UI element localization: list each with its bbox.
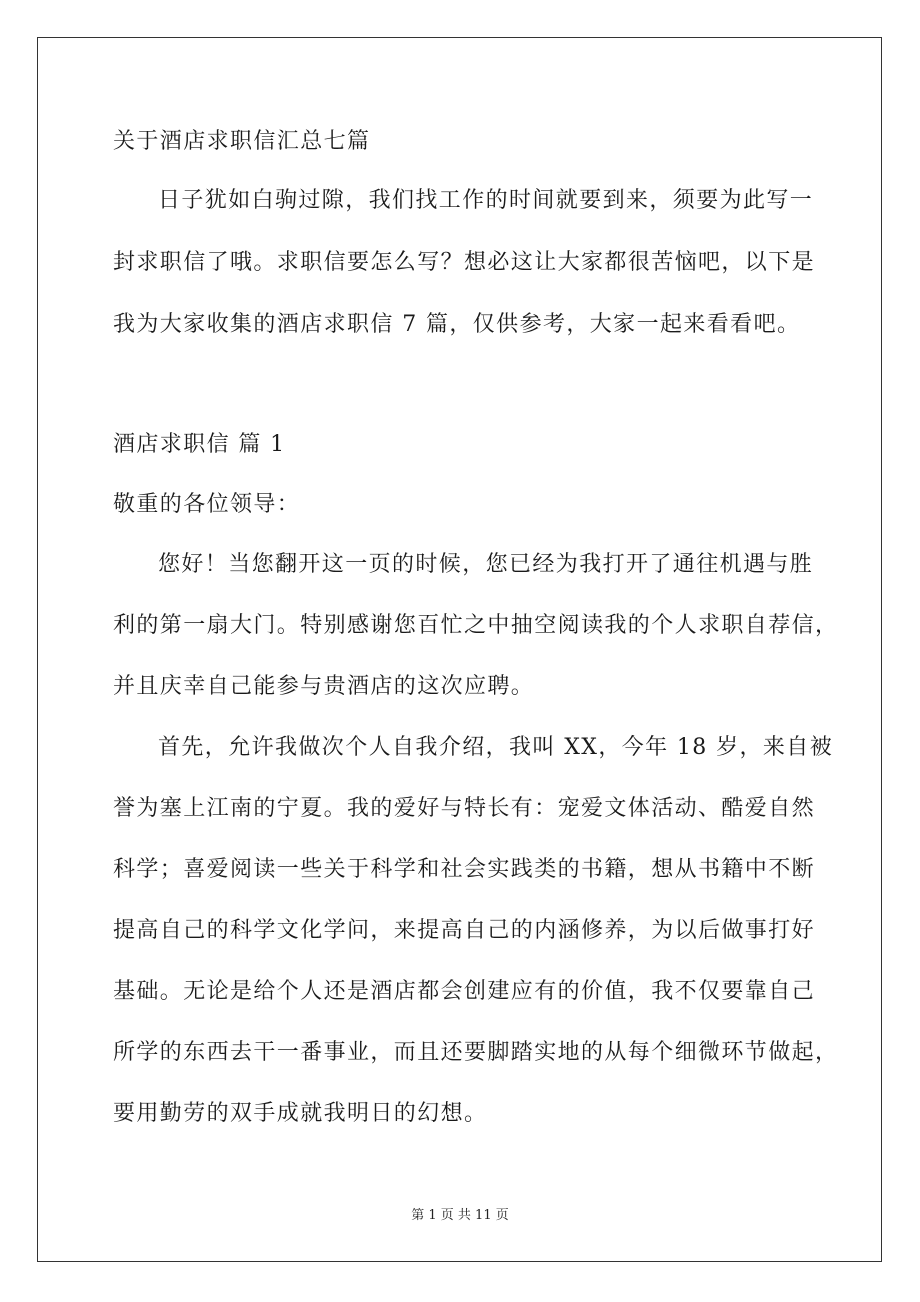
page-border [37,37,882,1262]
section-heading: 酒店求职信 篇 1 [113,432,286,457]
paragraph2-line-5: 基础。无论是给个人还是酒店都会创建应有的价值，我不仅要靠自己 [113,979,816,1004]
paragraph1-line-1: 您好！当您翻开这一页的时候，您已经为我打开了通往机遇与胜 [158,552,814,577]
document-title: 关于酒店求职信汇总七篇 [113,129,371,154]
paragraph2-line-4: 提高自己的科学文化学问，来提高自己的内涵修养，为以后做事打好 [113,918,816,943]
paragraph2-line-1: 首先，允许我做次个人自我介绍，我叫 XX，今年 18 岁，来自被 [158,735,834,760]
intro-line-1: 日子犹如白驹过隙，我们找工作的时间就要到来，须要为此写一 [158,188,814,213]
salutation: 敬重的各位领导： [113,492,301,517]
intro-line-2: 封求职信了哦。求职信要怎么写？想必这让大家都很苦恼吧，以下是 [113,250,816,275]
paragraph2-line-7: 要用勤劳的双手成就我明日的幻想。 [113,1101,488,1126]
paragraph1-line-3: 并且庆幸自己能参与贵酒店的这次应聘。 [113,674,535,699]
paragraph2-line-2: 誉为塞上江南的宁夏。我的爱好与特长有：宠爱文体活动、酷爱自然 [113,796,816,821]
page-number: 第 1 页 共 11 页 [411,1208,509,1223]
intro-line-3: 我为大家收集的酒店求职信 7 篇，仅供参考，大家一起来看看吧。 [113,312,801,337]
paragraph1-line-2: 利的第一扇大门。特别感谢您百忙之中抽空阅读我的个人求职自荐信， [113,613,839,638]
paragraph2-line-6: 所学的东西去干一番事业，而且还要脚踏实地的从每个细微环节做起， [113,1040,839,1065]
paragraph2-line-3: 科学；喜爱阅读一些关于科学和社会实践类的书籍，想从书籍中不断 [113,857,816,882]
